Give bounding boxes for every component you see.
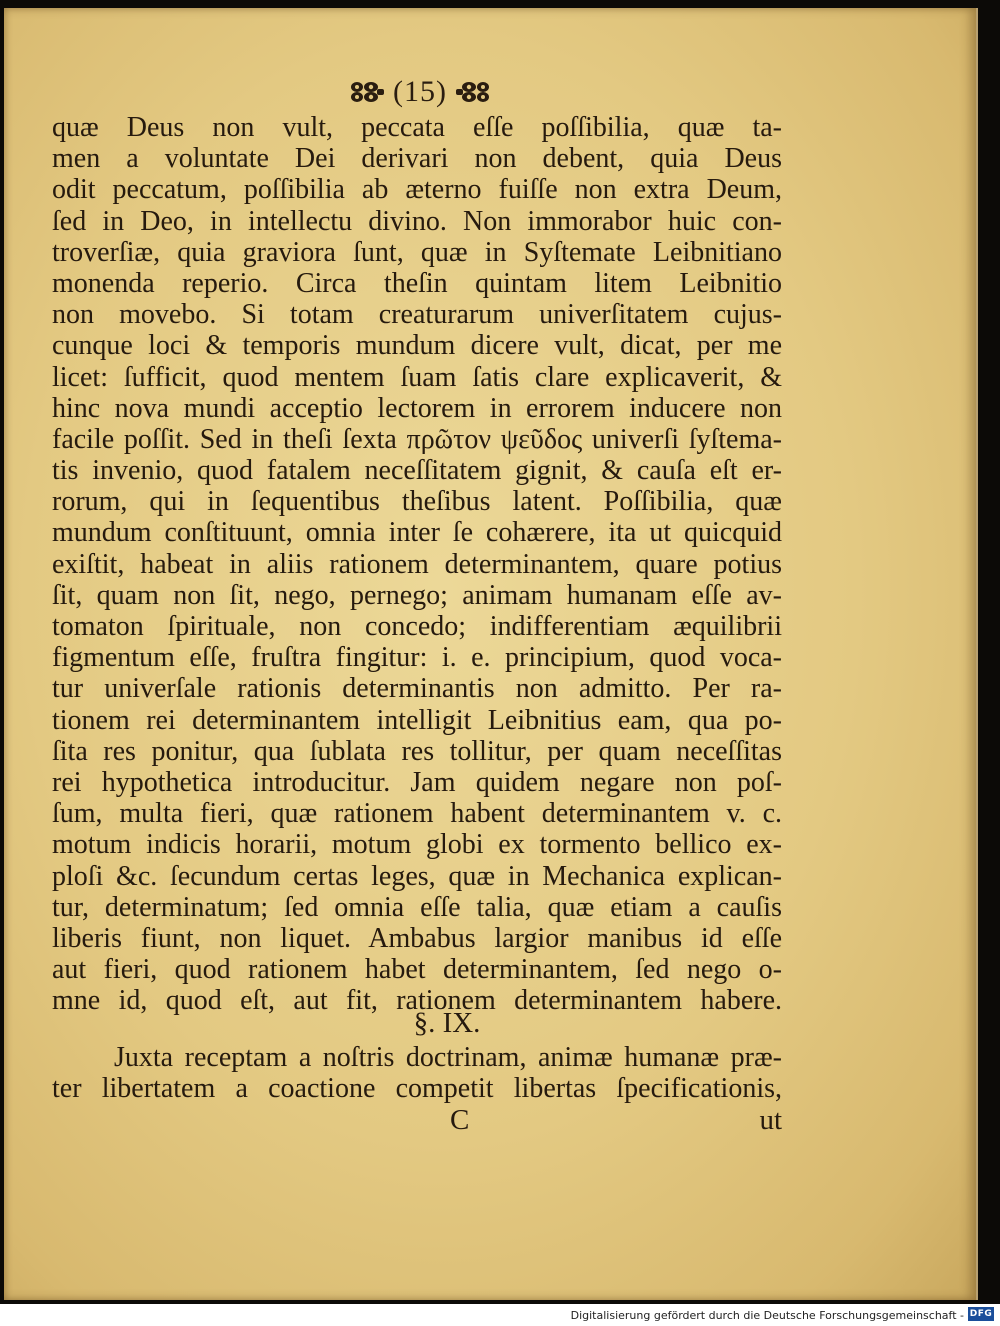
dfg-logo-icon: DFG — [969, 1309, 993, 1319]
page-edge — [976, 8, 978, 1300]
text-line: monenda reperio. Circa theſin quintam litem Leibnitio — [52, 267, 782, 299]
text-line: ploſi &c. ſecundum certas leges, quæ in Mechanica explican- — [52, 860, 782, 892]
text-line: liberis fiunt, non liquet. Ambabus largior manibus id eſſe — [52, 922, 782, 954]
text-line: exiſtit, habeat in aliis rationem determinantem, quare potius — [52, 548, 782, 580]
main-text-block — [52, 112, 782, 1016]
text-line: mne id, quod eſt, aut fit, rationem determinantem habere. — [52, 985, 782, 1017]
text-line: tur, determinatum; ſed omnia eſſe talia, quæ etiam a cauſis — [52, 891, 782, 923]
text-line: licet: ſufficit, quod mentem ſuam ſatis clare explicaverit, & — [52, 361, 782, 393]
text-line: ſit, quam non ſit, nego, pernego; animam humanam eſſe av- — [52, 579, 782, 611]
text-line: rorum, qui in ſequentibus theſibus latent. Poſſibilia, quæ — [52, 486, 782, 518]
text-line: odit peccatum, poſſibilia ab æterno fuiſſe non extra Deum, — [52, 174, 782, 206]
text-line: ſed in Deo, in intellectu divino. Non immorabor huic con- — [52, 205, 782, 237]
text-line: Juxta receptam a noſtris doctrinam, animæ humanæ præ- — [114, 1042, 782, 1073]
catchword: ut — [759, 1104, 782, 1136]
text-line: cunque loci & temporis mundum dicere vult, dicat, per me — [52, 330, 782, 362]
signature-row — [52, 1104, 782, 1136]
text-line: troverſiæ, quia graviora ſunt, quæ in Syſtemate Leibnitiano — [52, 236, 782, 268]
section-paragraph — [52, 1042, 782, 1104]
text-line: aut fieri, quod rationem habet determinantem, ſed nego o- — [52, 954, 782, 986]
page-header — [330, 72, 510, 112]
page-number: (15) — [393, 75, 447, 108]
left-ornament-icon — [349, 79, 385, 105]
text-line: ſum, multa fieri, quæ rationem habent determinantem v. c. — [52, 798, 782, 830]
right-ornament-icon — [455, 79, 491, 105]
text-line: facile poſſit. Sed in theſi ſexta πρῶτον ψεῦδος univerſi ſyſtema- — [52, 423, 782, 455]
text-line: hinc nova mundi acceptio lectorem in errorem inducere non — [52, 392, 782, 424]
text-line: ſita res ponitur, qua ſublata res tollitur, per quam neceſſitas — [52, 735, 782, 767]
text-line: ter libertatem a coactione competit libertas ſpecificationis, — [52, 1073, 782, 1105]
text-line: figmentum eſſe, fruſtra fingitur: i. e. principium, quod voca- — [52, 642, 782, 674]
section-heading: §. IX. — [413, 1007, 481, 1039]
signature-mark: C — [450, 1104, 470, 1136]
text-line: tomaton ſpirituale, non concedo; indifferentiam æquilibrii — [52, 611, 782, 642]
text-line: quæ Deus non vult, peccata eſſe poſſibilia, quæ ta- — [52, 112, 782, 143]
text-line: rei hypothetica introducitur. Jam quidem negare non poſ- — [52, 766, 782, 798]
text-line: motum indicis horarii, motum globi ex tormento bellico ex- — [52, 829, 782, 861]
text-line: tur univerſale rationis determinantis non admitto. Per ra- — [52, 673, 782, 705]
text-line: mundum conſtituunt, omnia inter ſe cohærere, ita ut quicquid — [52, 517, 782, 549]
text-line: tionem rei determinantem intelligit Leibnitius eam, qua po- — [52, 704, 782, 736]
footer-credit: Digitalisierung gefördert durch die Deutsche Forschungsgemeinschaft - — [570, 1309, 964, 1322]
text-line: non movebo. Si totam creaturarum univerſitatem cujus- — [52, 299, 782, 331]
text-line: tis invenio, quod fatalem neceſſitatem gignit, & cauſa eſt er- — [52, 455, 782, 487]
text-line: men a voluntate Dei derivari non debent, quia Deus — [52, 143, 782, 175]
